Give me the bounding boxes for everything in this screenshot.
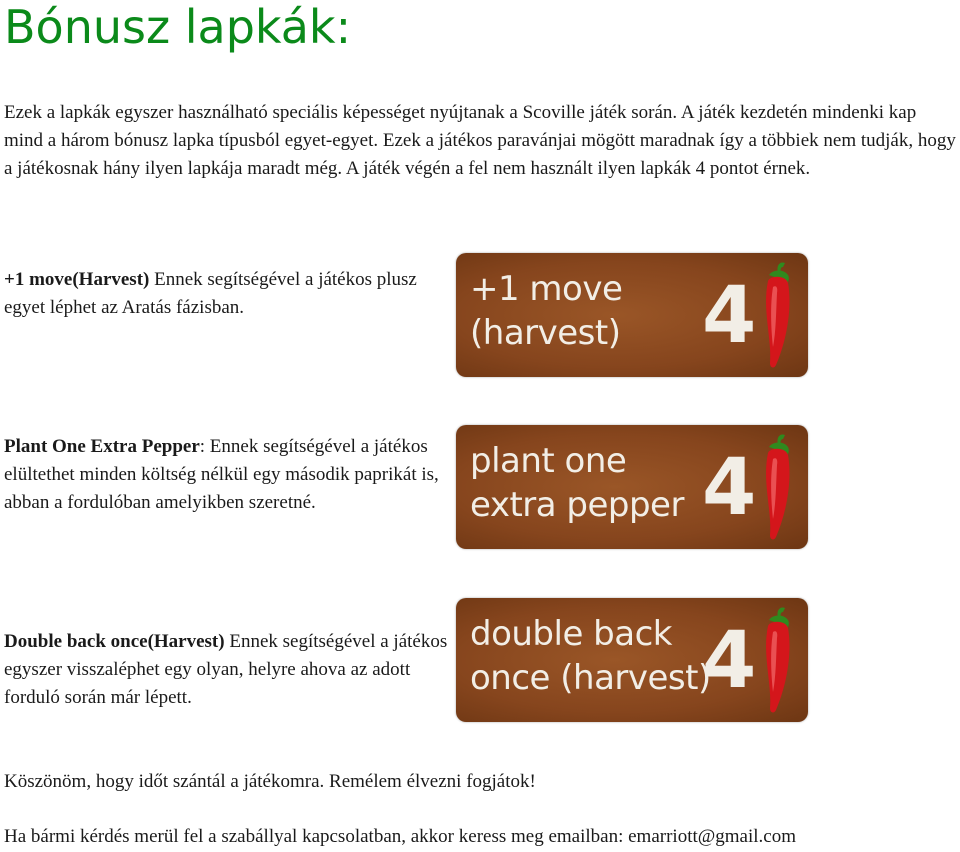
tile-label-line-2: extra pepper: [470, 485, 684, 525]
tile-label: [470, 439, 700, 527]
tile-label-line-2: once (harvest): [470, 658, 711, 698]
bonus-description-plus-one-move: [4, 266, 444, 322]
tile-label-line-2: (harvest): [470, 313, 621, 353]
thanks-text: Köszönöm, hogy időt szántál a játékomra. Remélem élvezni fogjátok!: [4, 771, 536, 792]
tile-label: [470, 612, 711, 700]
tile-points: 4: [702, 443, 757, 533]
bonus-tile-plant-extra-pepper: [456, 425, 808, 549]
tile-label-line-1: +1 move: [470, 269, 623, 309]
bonus-name: Double back once(Harvest): [4, 631, 225, 652]
chili-pepper-icon: [754, 604, 798, 716]
tile-label-line-1: plant one: [470, 441, 627, 481]
chili-pepper-icon: [754, 431, 798, 543]
bonus-text: Ennek segítségével a játékos egyszer visszaléphet egy olyan, helyre ahova az adott forduló során már lépett.: [4, 631, 448, 708]
bonus-name: Plant One Extra Pepper: [4, 436, 200, 457]
bonus-description-plant-extra-pepper: [4, 433, 444, 517]
bonus-name: +1 move(Harvest): [4, 269, 150, 290]
bonus-text: : Ennek segítségével a játékos elültethet minden költség nélkül egy második paprikát is, abban a fordulóban amelyikben szeretné.: [4, 436, 439, 513]
tile-label-line-1: double back: [470, 614, 672, 654]
tile-points: 4: [702, 616, 757, 706]
bonus-tile-plus-one-move: [456, 253, 808, 377]
tile-points: 4: [702, 271, 757, 361]
tile-label: [470, 267, 700, 355]
contact-text: Ha bármi kérdés merül fel a szabállyal kapcsolatban, akkor keress meg emailban: emarriott@gmail.com: [4, 826, 796, 847]
chili-pepper-icon: [754, 259, 798, 371]
intro-paragraph: Ezek a lapkák egyszer használható speciális képességet nyújtanak a Scoville játék során. A játék kezdetén mindenki kap mind a három bónusz lapka típusból egyet-egyet. Ezek a játékos paravánjai mögött maradnak így a többiek nem tudják, hogy a játékosnak hány ilyen lapkája maradt még. A játék végén a fel nem használt ilyen lapkák 4 pontot érnek.: [4, 102, 956, 179]
bonus-tile-double-back: [456, 598, 808, 722]
bonus-text: Ennek segítségével a játékos plusz egyet léphet az Aratás fázisban.: [4, 269, 417, 318]
bonus-description-double-back: [4, 628, 454, 712]
page-title: Bónusz lapkák:: [4, 0, 352, 54]
